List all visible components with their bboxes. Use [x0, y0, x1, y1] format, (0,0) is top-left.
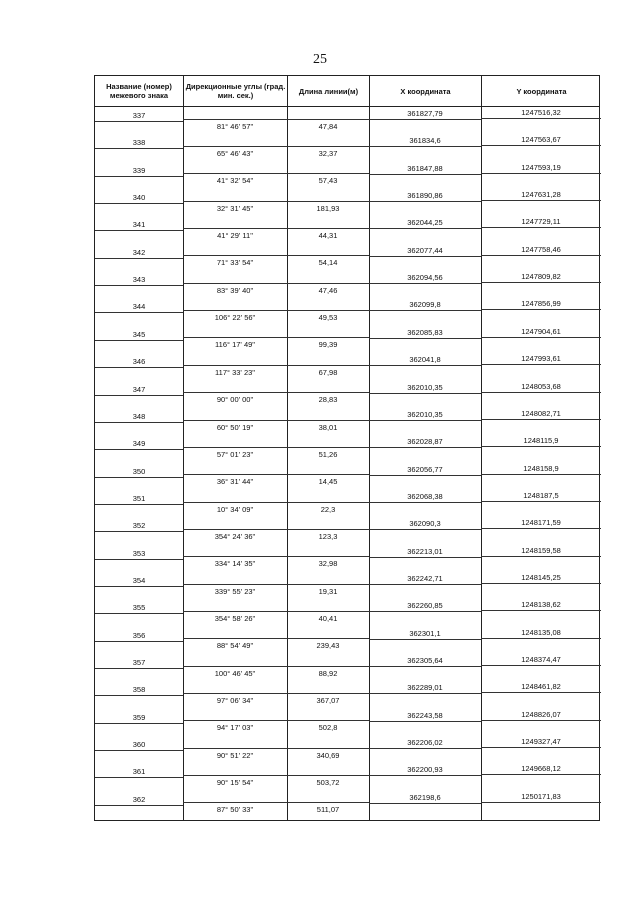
row-rule	[481, 337, 601, 338]
direction-angle: 57° 01' 23"	[216, 449, 254, 459]
x-coordinate: 362289,01	[407, 683, 443, 693]
row-rule	[481, 309, 601, 310]
row-rule	[183, 228, 287, 229]
line-length: 47,84	[318, 121, 338, 131]
row-rule	[369, 721, 481, 722]
point-name: 337	[132, 111, 146, 120]
row-rule	[369, 146, 481, 147]
row-rule	[95, 367, 183, 368]
line-length: 340,69	[316, 750, 340, 760]
point-name: 351	[132, 493, 146, 503]
coordinates-table	[94, 75, 600, 821]
row-rule	[369, 338, 481, 339]
header-line-length: Длина линии(м)	[287, 76, 369, 106]
row-rule	[369, 639, 481, 640]
row-rule	[287, 283, 369, 284]
line-length: 19,31	[318, 586, 338, 596]
row-rule	[369, 310, 481, 311]
header-point-name: Название (номер) межевого знака	[106, 82, 172, 100]
y-coordinate: 1248082,71	[521, 408, 561, 418]
direction-angle: 354° 58' 26"	[214, 613, 256, 623]
row-rule	[287, 802, 369, 803]
row-rule	[287, 255, 369, 256]
y-coordinate: 1248187,5	[523, 490, 559, 500]
row-rule	[95, 695, 183, 696]
row-rule	[481, 200, 601, 201]
row-rule	[183, 283, 287, 284]
direction-angle: 334° 14' 35"	[214, 559, 256, 569]
page-number: 25	[313, 52, 327, 67]
y-coordinate: 1248374,47	[521, 655, 561, 664]
row-rule	[95, 723, 183, 724]
row-rule	[481, 665, 601, 666]
x-coordinate: 362090,3	[409, 519, 441, 529]
row-rule	[95, 531, 183, 532]
row-rule	[481, 446, 601, 447]
row-rule	[183, 310, 287, 311]
row-rule	[369, 529, 481, 530]
row-rule	[481, 774, 601, 775]
direction-angle: 90° 00' 00"	[216, 395, 254, 405]
direction-angle: 90° 51' 22"	[216, 750, 254, 760]
point-name: 350	[132, 466, 146, 476]
x-coordinate: 362044,25	[407, 218, 443, 228]
row-rule	[287, 666, 369, 667]
point-name: 348	[132, 411, 146, 421]
row-rule	[369, 256, 481, 257]
y-coordinate: 1248145,25	[521, 572, 561, 582]
row-rule	[287, 474, 369, 475]
row-rule	[369, 748, 481, 749]
row-rule	[183, 474, 287, 475]
point-name: 347	[132, 384, 146, 394]
direction-angle: 71° 33' 54"	[216, 258, 254, 268]
direction-angle: 83° 39' 40"	[216, 285, 254, 295]
y-coordinate: 1247729,11	[521, 217, 561, 227]
row-rule	[287, 502, 369, 503]
y-coordinate: 1248461,82	[521, 682, 561, 692]
direction-angle: 81° 46' 57"	[216, 121, 254, 131]
y-coordinate: 1247809,82	[521, 272, 561, 282]
row-rule	[369, 228, 481, 229]
row-rule	[183, 775, 287, 776]
row-rule	[183, 255, 287, 256]
row-rule	[95, 449, 183, 450]
row-rule	[369, 584, 481, 585]
row-rule	[95, 422, 183, 423]
row-rule	[183, 584, 287, 585]
row-rule	[183, 392, 287, 393]
point-name: 340	[132, 193, 146, 203]
line-length: 54,14	[318, 258, 338, 268]
row-rule	[183, 611, 287, 612]
line-length: 57,43	[318, 176, 338, 186]
x-coordinate: 362041,8	[409, 355, 441, 365]
y-coordinate: 1247593,19	[521, 162, 561, 172]
row-rule	[287, 420, 369, 421]
direction-angle: 87° 50' 33"	[216, 805, 254, 815]
header-direction-angle: Дирекционные углы (град. мин. сек.)	[183, 76, 287, 106]
row-rule	[95, 586, 183, 587]
x-coordinate: 362198,6	[409, 792, 441, 802]
direction-angle: 60° 50' 19"	[216, 422, 254, 432]
row-rule	[95, 504, 183, 505]
row-rule	[95, 395, 183, 396]
row-rule	[481, 419, 601, 420]
row-rule	[481, 474, 601, 475]
direction-angle: 117° 33' 23"	[215, 367, 255, 377]
point-name: 360	[132, 740, 146, 750]
row-rule	[183, 638, 287, 639]
line-length: 503,72	[316, 778, 340, 788]
line-length: 44,31	[318, 231, 338, 241]
point-name: 362	[132, 794, 146, 804]
direction-angle: 41° 32' 54"	[216, 176, 254, 186]
row-rule	[287, 775, 369, 776]
row-rule	[481, 583, 601, 584]
row-rule	[369, 393, 481, 394]
y-coordinate: 1247904,61	[521, 326, 561, 336]
point-name: 354	[132, 575, 146, 585]
row-rule	[481, 747, 601, 748]
x-coordinate: 362242,71	[407, 573, 443, 583]
row-rule	[287, 146, 369, 147]
direction-angle: 354° 24' 36"	[214, 531, 256, 541]
line-length: 28,83	[318, 395, 338, 405]
row-rule	[481, 255, 601, 256]
x-coordinate: 362010,35	[407, 409, 443, 419]
row-rule	[287, 748, 369, 749]
x-coordinate: 362213,01	[407, 546, 443, 556]
row-rule	[369, 557, 481, 558]
y-coordinate: 1247631,28	[521, 190, 561, 200]
point-name: 343	[132, 275, 146, 285]
row-rule	[95, 668, 183, 669]
line-length: 239,43	[316, 641, 340, 651]
row-rule	[95, 285, 183, 286]
line-length: 22,3	[320, 504, 336, 514]
row-rule	[287, 365, 369, 366]
line-length: 123,3	[318, 531, 338, 541]
row-rule	[481, 692, 601, 693]
row-rule	[369, 775, 481, 776]
row-rule	[481, 282, 601, 283]
row-rule	[287, 447, 369, 448]
x-coordinate: 361834,6	[409, 136, 441, 146]
row-rule	[481, 364, 601, 365]
row-rule	[183, 693, 287, 694]
row-rule	[183, 201, 287, 202]
row-rule	[95, 121, 183, 122]
point-name: 349	[132, 439, 146, 449]
line-length: 502,8	[318, 723, 338, 733]
x-coordinate: 362056,77	[407, 464, 443, 474]
row-rule	[183, 146, 287, 147]
point-name: 355	[132, 603, 146, 613]
line-length: 51,26	[318, 449, 338, 459]
row-rule	[481, 556, 601, 557]
direction-angle: 32° 31' 45"	[216, 203, 254, 213]
y-coordinate: 1248053,68	[521, 381, 561, 391]
row-rule	[481, 145, 601, 146]
header-y-coordinate: Y координата	[481, 76, 601, 106]
row-rule	[183, 529, 287, 530]
row-rule	[369, 283, 481, 284]
line-length: 32,37	[318, 149, 338, 159]
point-name: 338	[132, 138, 146, 148]
row-rule	[95, 559, 183, 560]
point-name: 356	[132, 630, 146, 640]
row-rule	[183, 720, 287, 721]
row-rule	[183, 748, 287, 749]
y-coordinate: 1248159,58	[521, 545, 561, 555]
y-coordinate: 1248135,08	[521, 627, 561, 637]
point-name: 352	[132, 521, 146, 531]
x-coordinate: 361847,88	[407, 163, 443, 173]
direction-angle: 339° 55' 23"	[214, 586, 256, 596]
direction-angle: 116° 17' 49"	[215, 340, 255, 350]
row-rule	[481, 528, 601, 529]
direction-angle: 36° 31' 44"	[216, 477, 254, 487]
row-rule	[287, 529, 369, 530]
direction-angle: 65° 46' 43"	[216, 149, 254, 159]
point-name: 341	[132, 220, 146, 230]
row-rule	[369, 201, 481, 202]
y-coordinate: 1249668,12	[521, 764, 561, 774]
row-rule	[287, 392, 369, 393]
line-length: 99,39	[318, 340, 338, 350]
y-coordinate: 1248826,07	[521, 709, 561, 719]
row-rule	[481, 638, 601, 639]
line-length: 181,93	[316, 203, 340, 213]
row-rule	[481, 118, 601, 119]
row-rule	[287, 556, 369, 557]
row-rule	[183, 447, 287, 448]
row-rule	[481, 173, 601, 174]
row-rule	[369, 420, 481, 421]
column-divider	[287, 107, 288, 821]
x-coordinate: 362068,38	[407, 491, 443, 501]
line-length: 38,01	[318, 422, 338, 432]
row-rule	[95, 312, 183, 313]
point-name: 339	[132, 165, 146, 175]
row-rule	[369, 365, 481, 366]
y-coordinate: 1247856,99	[521, 299, 561, 309]
point-name: 361	[132, 767, 146, 777]
row-rule	[183, 119, 287, 120]
row-rule	[481, 802, 601, 803]
row-rule	[95, 805, 183, 806]
y-coordinate: 1248115,9	[523, 436, 559, 446]
x-coordinate: 362077,44	[407, 245, 443, 255]
direction-angle: 106° 22' 56"	[214, 313, 256, 323]
y-coordinate: 1248171,59	[521, 518, 561, 528]
row-rule	[183, 666, 287, 667]
line-length: 40,41	[318, 613, 338, 623]
table-header	[95, 75, 599, 107]
direction-angle: 94° 17' 03"	[216, 723, 254, 733]
y-coordinate: 1247993,61	[521, 354, 561, 364]
x-coordinate: 361827,79	[407, 109, 443, 118]
row-rule	[95, 203, 183, 204]
row-rule	[287, 119, 369, 120]
row-rule	[369, 475, 481, 476]
row-rule	[183, 420, 287, 421]
row-rule	[95, 176, 183, 177]
point-name: 358	[132, 685, 146, 695]
row-rule	[183, 337, 287, 338]
x-coordinate: 362305,64	[407, 656, 443, 665]
line-length: 367,07	[316, 696, 340, 706]
row-rule	[481, 392, 601, 393]
direction-angle: 41° 29' 11"	[217, 231, 253, 241]
direction-angle: 88° 54' 49"	[216, 641, 254, 651]
x-coordinate: 362206,02	[407, 738, 443, 748]
x-coordinate: 362301,1	[409, 628, 441, 638]
row-rule	[287, 584, 369, 585]
row-rule	[95, 148, 183, 149]
table-bottom-border	[95, 820, 599, 821]
row-rule	[95, 477, 183, 478]
row-rule	[287, 720, 369, 721]
point-name: 359	[132, 712, 146, 722]
point-name: 344	[132, 302, 146, 312]
point-name: 342	[132, 247, 146, 257]
x-coordinate: 362085,83	[407, 327, 443, 337]
x-coordinate: 362099,8	[409, 300, 441, 310]
line-length: 49,53	[318, 313, 338, 323]
line-length: 14,45	[318, 477, 338, 487]
row-rule	[287, 693, 369, 694]
direction-angle: 10° 34' 09"	[216, 504, 254, 514]
row-rule	[287, 310, 369, 311]
row-rule	[287, 173, 369, 174]
line-length: 32,98	[318, 559, 338, 569]
line-length: 47,46	[318, 285, 338, 295]
row-rule	[369, 666, 481, 667]
row-rule	[481, 720, 601, 721]
point-name: 345	[132, 329, 146, 339]
row-rule	[369, 803, 481, 804]
row-rule	[481, 501, 601, 502]
x-coordinate: 362028,87	[407, 437, 443, 447]
y-coordinate: 1248158,9	[523, 463, 559, 473]
row-rule	[95, 613, 183, 614]
row-rule	[183, 173, 287, 174]
line-length: 67,98	[318, 367, 338, 377]
row-rule	[287, 337, 369, 338]
row-rule	[287, 201, 369, 202]
row-rule	[481, 610, 601, 611]
column-divider	[183, 107, 184, 821]
y-coordinate: 1247516,32	[521, 108, 561, 117]
line-length: 511,07	[316, 805, 340, 815]
x-coordinate: 362260,85	[407, 601, 443, 611]
row-rule	[369, 447, 481, 448]
point-name: 346	[132, 357, 146, 367]
x-coordinate: 362094,56	[407, 273, 443, 283]
row-rule	[183, 556, 287, 557]
direction-angle: 100° 46' 45"	[214, 668, 256, 678]
row-rule	[95, 230, 183, 231]
row-rule	[95, 641, 183, 642]
y-coordinate: 1247563,67	[521, 135, 561, 145]
row-rule	[95, 777, 183, 778]
point-name: 353	[132, 548, 146, 558]
row-rule	[369, 611, 481, 612]
y-coordinate: 1250171,83	[521, 791, 561, 801]
x-coordinate: 362200,93	[407, 765, 443, 775]
row-rule	[287, 611, 369, 612]
row-rule	[183, 802, 287, 803]
direction-angle: 90° 15' 54"	[216, 778, 254, 788]
x-coordinate: 361890,86	[407, 191, 443, 201]
row-rule	[287, 228, 369, 229]
row-rule	[481, 227, 601, 228]
row-rule	[369, 119, 481, 120]
header-x-coordinate: X координата	[369, 76, 481, 106]
y-coordinate: 1249327,47	[521, 737, 561, 747]
y-coordinate: 1248138,62	[521, 600, 561, 610]
line-length: 88,92	[318, 668, 338, 678]
row-rule	[183, 365, 287, 366]
row-rule	[369, 502, 481, 503]
row-rule	[183, 502, 287, 503]
y-coordinate: 1247758,46	[521, 244, 561, 254]
row-rule	[95, 258, 183, 259]
x-coordinate: 362010,35	[407, 382, 443, 392]
row-rule	[287, 638, 369, 639]
direction-angle: 97° 06' 34"	[216, 696, 254, 706]
row-rule	[95, 750, 183, 751]
row-rule	[95, 340, 183, 341]
row-rule	[369, 174, 481, 175]
x-coordinate: 362243,58	[407, 710, 443, 720]
point-name: 357	[132, 658, 146, 667]
row-rule	[369, 693, 481, 694]
